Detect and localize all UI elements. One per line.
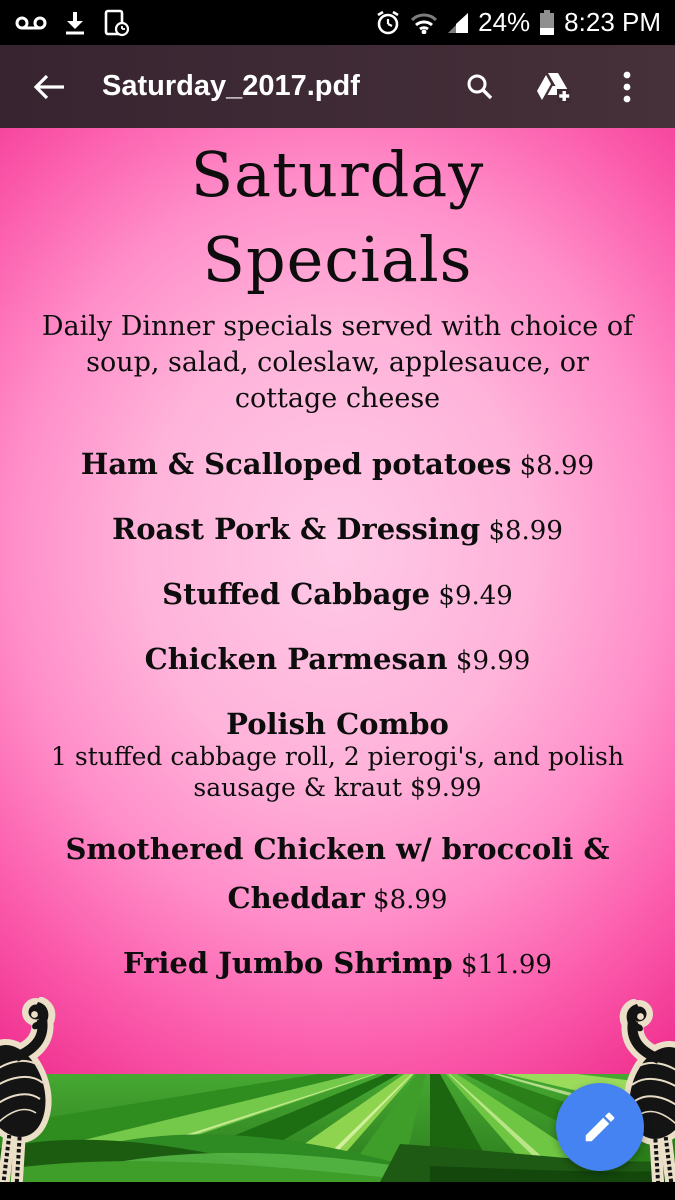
add-to-drive-icon — [535, 71, 571, 103]
wifi-icon — [410, 12, 438, 34]
download-icon — [62, 10, 88, 36]
menu-item-description: sausage & kraut $9.99 — [193, 773, 482, 802]
edit-fab-button[interactable] — [556, 1083, 644, 1171]
menu-item — [18, 691, 657, 802]
device-clock-icon — [102, 9, 130, 37]
menu-item-description: 1 stuffed cabbage roll, 2 pierogi's, and polish — [51, 742, 624, 771]
status-bar — [0, 0, 675, 45]
menu-item-name: Roast Pork & Dressing $8.99 — [112, 512, 563, 546]
app-bar — [0, 45, 675, 128]
menu-item — [18, 930, 657, 981]
overflow-menu-icon — [622, 70, 632, 104]
menu-subtitle-line: cottage cheese — [234, 383, 441, 414]
menu-item — [18, 431, 657, 482]
menu-item-name: Stuffed Cabbage $9.49 — [162, 577, 513, 611]
menu-item-price: $8.99 — [364, 885, 448, 915]
add-to-drive-button[interactable] — [533, 67, 573, 107]
clock-time: 8:23 PM — [564, 7, 661, 37]
back-button[interactable] — [30, 67, 70, 107]
battery-icon — [539, 10, 555, 36]
menu-subtitle-line: Daily Dinner specials served with choice of — [41, 311, 634, 342]
menu-item — [18, 496, 657, 547]
status-bar-left — [14, 9, 130, 37]
menu-item-price: $9.49 — [430, 581, 513, 611]
menu-title-line: Specials — [202, 223, 473, 296]
menu-item-name: Chicken Parmesan $9.99 — [144, 642, 531, 676]
menu-subtitle — [18, 309, 657, 417]
pencil-icon — [581, 1108, 619, 1146]
menu-item — [18, 626, 657, 677]
menu-item-name: Ham & Scalloped potatoes $8.99 — [80, 447, 595, 481]
status-bar-right — [375, 7, 661, 38]
flamingo-left-image — [0, 997, 70, 1182]
battery-percent: 24% — [478, 7, 531, 37]
back-arrow-icon — [33, 73, 67, 101]
menu-items — [18, 431, 657, 981]
alarm-icon — [375, 10, 401, 36]
search-button[interactable] — [459, 67, 499, 107]
menu-item-price: $8.99 — [511, 451, 595, 481]
document-title: Saturday_2017.pdf — [102, 70, 360, 102]
overflow-menu-button[interactable] — [607, 67, 647, 107]
menu-subtitle-line: soup, salad, coleslaw, applesauce, or — [86, 347, 589, 378]
pdf-page[interactable] — [0, 128, 675, 1182]
menu-title — [18, 132, 657, 302]
menu-item — [18, 561, 657, 612]
voicemail-icon — [14, 11, 48, 35]
menu-item-name: Polish Combo — [226, 707, 449, 741]
menu-title-line: Saturday — [190, 138, 485, 211]
menu-item-price: $11.99 — [452, 950, 552, 980]
menu-item-price: $8.99 — [480, 516, 563, 546]
bottom-nav-strip — [0, 1182, 675, 1200]
menu-item — [18, 816, 657, 916]
app-bar-actions — [459, 67, 653, 107]
menu-item-price: $9.99 — [447, 646, 531, 676]
menu-item-name: Cheddar $8.99 — [227, 881, 448, 915]
menu-item-name: Smothered Chicken w/ broccoli & — [65, 832, 610, 866]
menu-item-name: Fried Jumbo Shrimp $11.99 — [123, 946, 552, 980]
menu-content — [0, 128, 675, 995]
signal-icon — [447, 12, 469, 34]
search-icon — [464, 72, 494, 102]
